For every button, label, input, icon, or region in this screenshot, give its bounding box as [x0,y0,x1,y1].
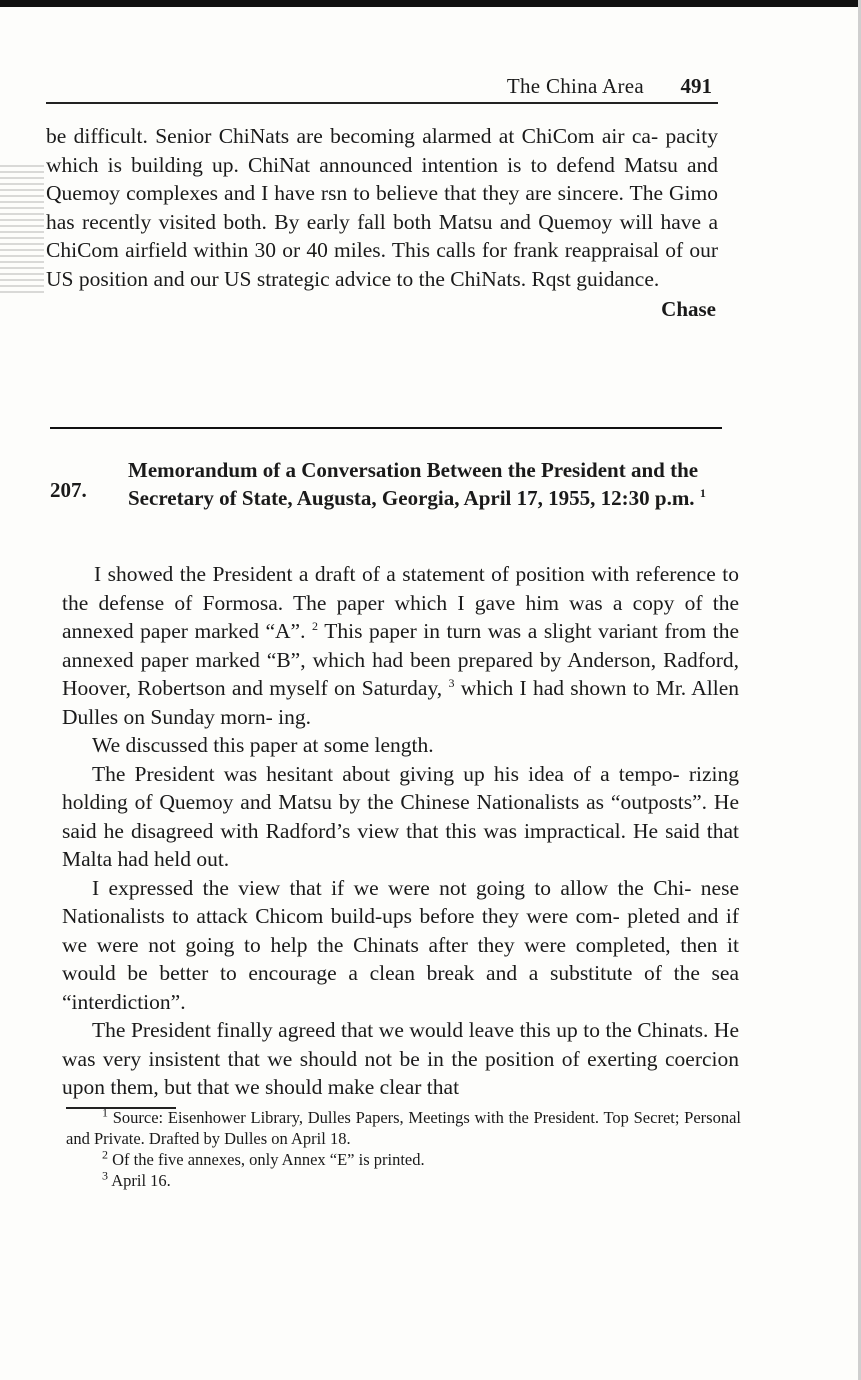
page-top-border [0,0,861,7]
footnote-3 [66,1170,741,1191]
running-head [46,72,716,100]
running-head-title: The China Area [506,74,644,98]
footnote-3-mark: 3 [102,1168,108,1183]
footnote-ref-3: 3 [448,675,455,690]
footnote-2 [66,1149,741,1170]
document-heading [50,456,722,512]
footnote-ref-2: 2 [312,618,319,633]
footnote-1-mark: 1 [102,1105,108,1120]
document-title-text: Memorandum of a Conversation Between the President and the Secretary of State, Augusta, Georgia, April 17, 1955, 12:30 p.m. [128,458,699,510]
continued-paragraph: be difficult. Senior ChiNats are becoming alarmed at ChiCom air ca- pacity which is building up. ChiNat announced intention is to defend Matsu and Quemoy complexes and I have rsn to believe that they are sincere. The Gimo has recently visited both. By early fall both Matsu and Quemoy will have a ChiCom airfield within 30 or 40 miles. This calls for frank reappraisal of our US position and our US strategic advice to the ChiNats. Rqst guidance. [46,124,718,291]
p1-part-a: I showed the President a draft of a statement of position with reference to the defense of Formosa. The paper which I gave him was a copy of the annexed paper marked “A”. [62,562,739,643]
p1-part-b: This paper in turn was a slight variant from the annexed paper marked “B”, which had been prepared by Anderson, Radford, Hoover, Robertson and myself on Saturday, [62,619,740,700]
header-rule [46,102,718,104]
document-body [62,560,739,1102]
body-paragraph-2: We discussed this paper at some length. [92,733,434,757]
body-paragraph-1 [62,560,739,731]
footnote-1-text: Source: Eisenhower Library, Dulles Papers, Meetings with the President. Top Secret; Personal and Private. Drafted by Dulles on April 18. [66,1108,741,1148]
footnote-ref-1: 1 [699,486,706,500]
body-paragraph-4: I expressed the view that if we were not going to allow the Chi- nese Nationalists to attack Chicom build-ups before they were com- pleted and if we were not going to help the Chinats after they were completed, then it would be better to encourage a clean break and a substitute of the sea “interdiction”. [62,875,739,1014]
p1-part-c: which I had shown to Mr. Allen Dulles on Sunday morn- ing. [62,676,740,729]
continued-telegram [46,122,718,322]
body-paragraph-5: The President finally agreed that we would leave this up to the Chinats. He was very insistent that we should not be in the position of exerting coercion upon them, but that we should make clear that [62,1018,739,1099]
signature: Chase [661,297,716,321]
section-divider [50,427,722,429]
footnotes [66,1107,741,1191]
footnote-2-mark: 2 [102,1147,108,1162]
document-number: 207. [50,478,87,502]
scan-smudge [0,165,44,295]
page-number: 491 [680,74,712,98]
footnote-1 [66,1107,741,1149]
body-paragraph-3: The President was hesitant about giving up his idea of a tempo- rizing holding of Quemoy and Matsu by the Chinese Nationalists as “outposts”. He said he disagreed with Radford’s view that this was impractical. He said that Malta had held out. [62,761,739,871]
footnote-3-text: April 16. [111,1171,171,1190]
document-title [128,456,722,512]
footnote-2-text: Of the five annexes, only Annex “E” is printed. [112,1150,425,1169]
